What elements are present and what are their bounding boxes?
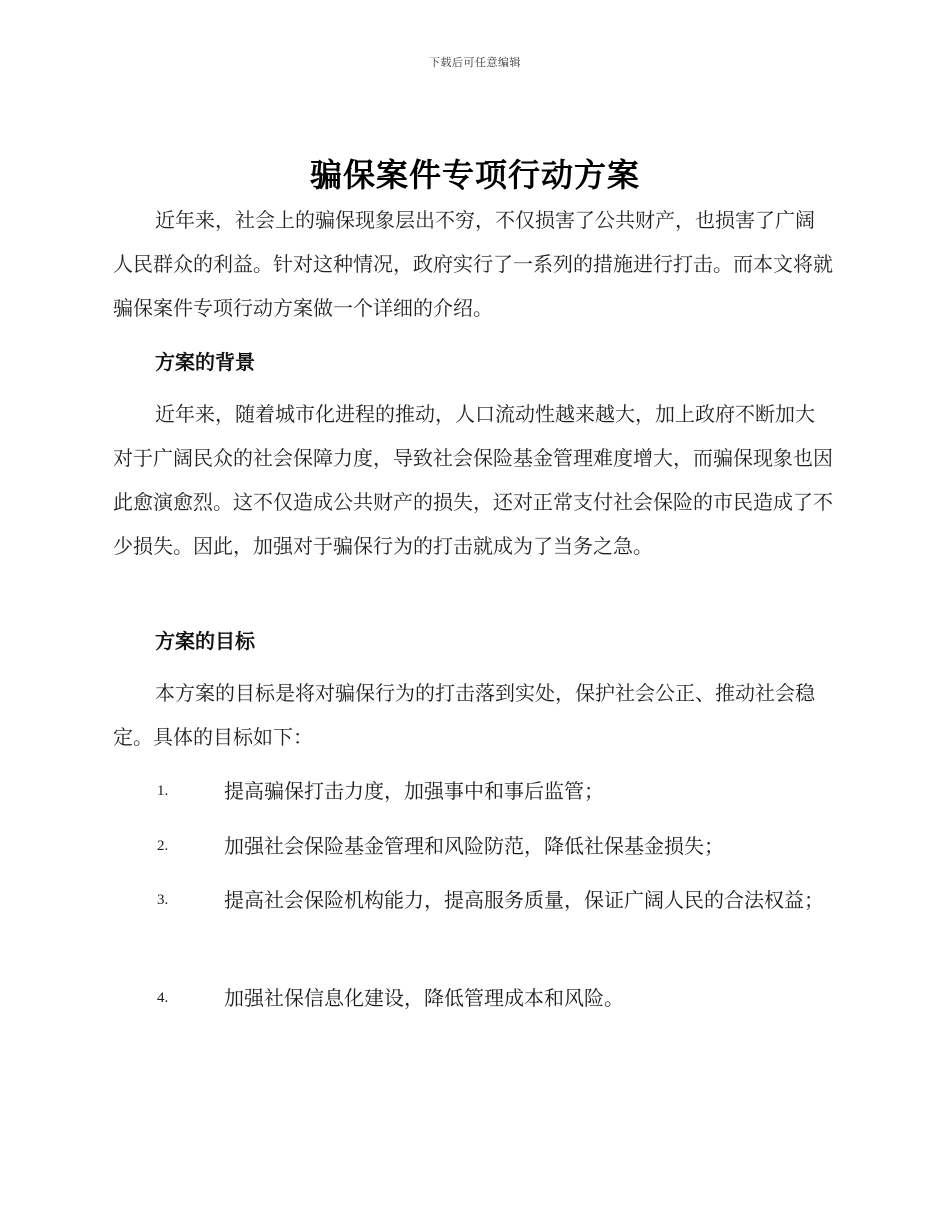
list-item <box>113 874 833 926</box>
section-heading-goals: 方案的目标 <box>155 629 255 653</box>
list-item-number: 4. <box>157 990 169 1006</box>
intro-paragraph: 近年来，社会上的骗保现象层出不穷，不仅损害了公共财产，也损害了广阔人民群众的利益。针对这种情况，政府实行了一系列的措施进行打击。而本文将就骗保案件专项行动方案做一个详细的介绍。 <box>113 208 833 320</box>
list-item <box>113 765 833 817</box>
list-item-number: 3. <box>157 892 169 908</box>
list-item-text: 加强社保信息化建设，降低管理成本和风险。 <box>224 986 624 1010</box>
list-item <box>113 820 833 872</box>
page-header: 下载后可任意编辑 <box>429 56 521 69</box>
background-paragraph: 近年来，随着城市化进程的推动，人口流动性越来越大，加上政府不断加大对于广阔民众的社会保障力度，导致社会保险基金管理难度增大，而骗保现象也因此愈演愈烈。这不仅造成公共财产的损失，还对正常支付社会保险的市民造成了不少损失。因此，加强对于骗保行为的打击就成为了当务之急。 <box>113 402 833 558</box>
section-heading-background: 方案的背景 <box>155 350 255 374</box>
list-item-number: 2. <box>157 838 169 854</box>
document-title: 骗保案件专项行动方案 <box>309 156 640 194</box>
goals-paragraph: 本方案的目标是将对骗保行为的打击落到实处，保护社会公正、推动社会稳定。具体的目标如下： <box>113 681 815 749</box>
list-item <box>113 972 833 1024</box>
list-item-text: 提高社会保险机构能力，提高服务质量，保证广阔人民的合法权益； <box>224 888 824 912</box>
list-item-number: 1. <box>157 783 169 799</box>
list-item-text: 提高骗保打击力度，加强事中和事后监管； <box>224 779 604 803</box>
list-item-text: 加强社会保险基金管理和风险防范，降低社保基金损失； <box>224 834 724 858</box>
